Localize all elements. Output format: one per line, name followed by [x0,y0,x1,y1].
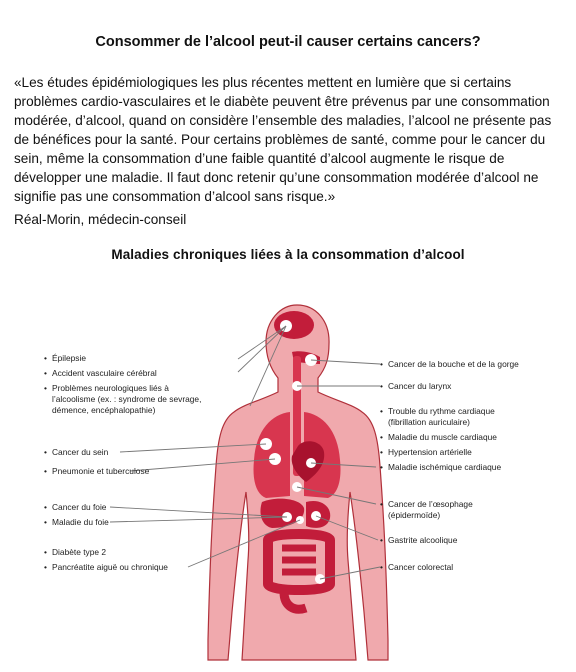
label-neuro-line2: l’alcoolisme (ex. : syndrome de sevrage, [52,394,202,404]
label-cancer-larynx: Cancer du larynx [388,381,452,391]
label-bullet: • [44,466,47,476]
label-bullet: • [380,447,383,457]
label-diabete: Diabète type 2 [52,547,107,557]
label-avc: Accident vasculaire cérébral [52,368,157,378]
label-cancer-colorectal: Cancer colorectal [388,562,454,572]
label-bullet: • [380,462,383,472]
label-bullet: • [44,383,47,393]
label-bullet: • [380,432,383,442]
label-bullet: • [44,562,47,572]
label-oesophage-line2: (épidermoïde) [388,510,441,520]
label-cancer-sein: Cancer du sein [52,447,109,457]
label-cancer-bouche: Cancer de la bouche et de la gorge [388,359,519,369]
label-bullet: • [380,499,383,509]
label-bullet: • [44,447,47,457]
label-rythme-line2: (fibrillation auriculaire) [388,417,470,427]
brain-organ [274,311,314,339]
label-bullet: • [380,562,383,572]
label-gastrite: Gastrite alcoolique [388,535,458,545]
label-pancreatite: Pancréatite aiguë ou chronique [52,562,168,572]
left-labels [44,353,201,572]
right-labels [380,359,519,572]
label-cancer-foie: Cancer du foie [52,502,107,512]
article-title: Consommer de l’alcool peut-il causer certains cancers? [95,34,481,50]
label-bullet: • [44,517,47,527]
quote-text: «Les études épidémiologiques les plus récentes mettent en lumière que si certains problèmes cardio-vasculaires et le diabète peuvent être prévenus par une consommation modérée, d’alcool, quand on considère l’ensemble des maladies, l’alcool ne présente pas de bénéfices pour la santé. Pour certains problèmes de santé, comme pour le cancer du sein, même la consommation d’une faible quantité d’alcool augmente le risque de développer une maladie. Il faut donc retenir qu’une consommation modérée d’alcool ne signifie pas une consommation d’alcool sans risque.» [14,75,552,204]
label-bullet: • [380,535,383,545]
label-pneumonie: Pneumonie et tuberculose [52,466,150,476]
figure-title: Maladies chroniques liées à la consommation d’alcool [111,247,465,262]
label-bullet: • [380,381,383,391]
quote-author: Réal-Morin, médecin-conseil [14,212,187,227]
label-ischemique: Maladie ischémique cardiaque [388,462,502,472]
label-bullet: • [44,353,47,363]
label-bullet: • [380,406,383,416]
label-maladie-foie: Maladie du foie [52,517,109,527]
label-bullet: • [380,359,383,369]
label-bullet: • [44,547,47,557]
label-bullet: • [44,502,47,512]
label-oesophage-line1: Cancer de l’œsophage [388,499,473,509]
label-epilepsie: Épilepsie [52,353,86,363]
label-muscle-cardiaque: Maladie du muscle cardiaque [388,432,497,442]
label-neuro-line3: démence, encéphalopathie) [52,405,156,415]
label-rythme-line1: Trouble du rythme cardiaque [388,406,495,416]
label-bullet: • [44,368,47,378]
label-hypertension: Hypertension artérielle [388,447,472,457]
label-neuro-line1: Problèmes neurologiques liés à [52,383,169,393]
